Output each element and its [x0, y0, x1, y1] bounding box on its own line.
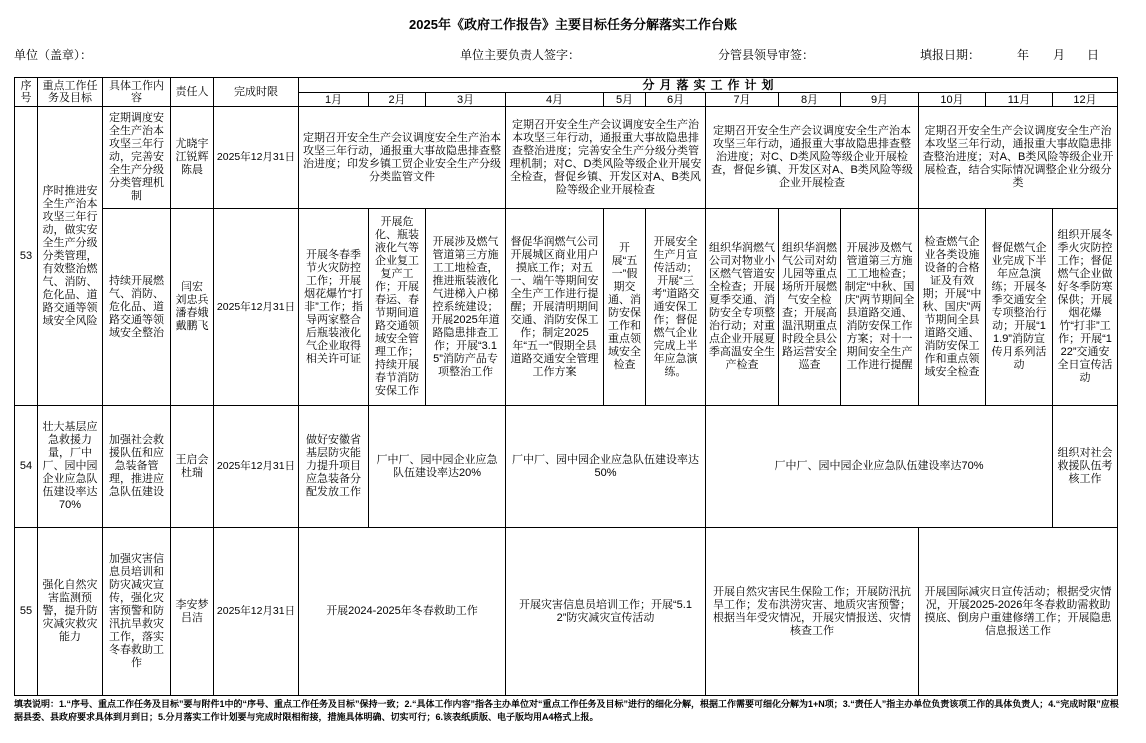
content-cell: 加强灾害信息员培训和防灾减灾宣传，强化灾害预警和防汛抗旱救灾工作，落实冬春救助工作 [103, 528, 171, 696]
responsible-person-name: 戴鹏飞 [175, 320, 209, 332]
content-cell: 加强社会救援队伍和应急装备管理，推进应急队伍建设 [103, 406, 171, 528]
responsible-person-name: 李安梦 [175, 598, 209, 611]
header-month-2: 2月 [369, 93, 426, 107]
seq-cell: 53 [15, 107, 38, 406]
header-seq: 序号 [15, 78, 38, 107]
plan-cell-month-4: 督促华润燃气公司开展城区商业用户摸底工作；对五一、端午等期间安全生产工作进行提醒；开展清明期间交通、消防安保工作；制定2025年“五一”假期全县道路交通安全管理工作方案 [506, 209, 604, 406]
plan-cell-month-7: 组织华润燃气公司对物业小区燃气管道安全检查；开展夏季交通、消防安全专项整治行动；对重点企业开展夏季高温安全生产检查 [706, 209, 779, 406]
header-row [15, 78, 1118, 93]
fill-date-month: 月 [1053, 48, 1066, 62]
table-row [15, 406, 1118, 528]
header-month-12: 12月 [1053, 93, 1118, 107]
plan-cell-month-6: 开展安全生产月宣传活动；开展“三考”道路交通安保工作；督促燃气企业完成上半年应急演练。 [646, 209, 706, 406]
header-month-5: 5月 [604, 93, 646, 107]
task-ledger-table [14, 77, 1118, 696]
header-month-9: 9月 [841, 93, 919, 107]
deadline-cell: 2025年12月31日 [214, 406, 299, 528]
document-title: 2025年《政府工作报告》主要目标任务分解落实工作台账 [409, 17, 737, 32]
deadline-cell: 2025年12月31日 [214, 209, 299, 406]
header-month-11: 11月 [986, 93, 1053, 107]
plan-cell-month-3: 开展涉及燃气管道第三方施工工地检查，推进瓶装液化气进梯入户梯控系统建设；开展2025年道路隐患排查工作；开展“3.15”消防产品专项整治工作 [426, 209, 506, 406]
plan-cell-month-1: 做好安徽省基层防灾能力提升项目应急装备分配发放工作 [299, 406, 369, 528]
plan-cell-months-7-9: 定期召开安全生产会议调度安全生产治本攻坚三年行动，通报重大事故隐患排查整治进度；对C、D类风险等级企业开展检查，督促乡镇、开发区对A、B类风险等级企业开展检查 [706, 107, 919, 209]
plan-cell-month-9: 开展涉及燃气管道第三方施工工地检查；制定“中秋、国庆”两节期间全县道路交通、消防安保工作方案；对十一期间安全生产工作进行提醒 [841, 209, 919, 406]
header-content: 具体工作内容 [103, 78, 171, 107]
plan-cell-months-7-9: 开展自然灾害民生保险工作；开展防汛抗旱工作；发布洪涝灾害、地质灾害预警；根据当年受灾情况，开展灾情报送、灾情核查工作 [706, 528, 919, 696]
responsible-person-name: 杜瑞 [181, 466, 203, 479]
responsible-person-name: 陈晨 [181, 164, 203, 176]
header-month-8: 8月 [779, 93, 841, 107]
responsible-person-name: 闫宏 [181, 281, 203, 293]
responsible-person-name: 江锐辉 [175, 151, 209, 163]
header-monthly-plan: 分月落实工作计划 [299, 78, 1118, 93]
county-leader-review-label: 分管县领导审签： [718, 48, 815, 62]
unit-stamp-label: 单位（盖章）： [14, 48, 93, 62]
person-cell [171, 107, 214, 209]
responsible-person-name: 刘忠兵 [175, 294, 209, 306]
table-header [15, 78, 1118, 107]
plan-cell-month-10: 检查燃气企业各类设施设备的合格证及有效期；开展“中秋、国庆”两节期间全县道路交通、消防安保工作和重点领域安全检查 [919, 209, 986, 406]
plan-cell-months-7-11: 厂中厂、园中园企业应急队伍建设率达70% [706, 406, 1053, 528]
person-cell [171, 406, 214, 528]
header-month-6: 6月 [646, 93, 706, 107]
seq-cell: 55 [15, 528, 38, 696]
fill-date-day: 日 [1087, 48, 1100, 62]
responsible-person-name: 潘春娥 [175, 307, 209, 319]
header-month-4: 4月 [506, 93, 604, 107]
task-cell: 序时推进安全生产治本攻坚三年行动，做实安全生产分级分类管理，有效整治燃气、消防、危化品、道路交通等领域安全风险 [38, 107, 103, 406]
plan-cell-months-10-12: 开展国际减灾日宣传活动；根据受灾情况，开展2025-2026年冬春救助需救助摸底、倒房户重建修缮工作；开展隐患信息报送工作 [919, 528, 1118, 696]
table-row [15, 209, 1118, 406]
header-person: 责任人 [171, 78, 214, 107]
unit-leader-signature-label: 单位主要负责人签字： [460, 48, 581, 62]
content-cell: 定期调度安全生产治本攻坚三年行动，完善安全生产分级分类管理机制 [103, 107, 171, 209]
responsible-person-name: 尤晓宇 [175, 138, 209, 150]
plan-cell-month-12: 组织开展冬季火灾防控工作；督促燃气企业做好冬季防寒保供；开展烟花爆竹“打非”工作；开展“122”交通安全日宣传活动 [1053, 209, 1118, 406]
plan-cell-months-4-6: 定期召开安全生产会议调度安全生产治本攻坚三年行动，通报重大事故隐患排查整治进度；完善安全生产分级分类管理机制；对C、D类风险等级企业开展安全检查，督促乡镇、开发区对A、B类风险等级企业开展检查 [506, 107, 706, 209]
deadline-cell: 2025年12月31日 [214, 528, 299, 696]
person-cell [171, 209, 214, 406]
table-row [15, 528, 1118, 696]
task-cell: 强化自然灾害监测预警，提升防灾减灾救灾能力 [38, 528, 103, 696]
header-month-10: 10月 [919, 93, 986, 107]
plan-cell-months-1-3: 开展2024-2025年冬春救助工作 [299, 528, 506, 696]
plan-cell-month-1: 开展冬春季节火灾防控工作；开展烟花爆竹“打非”工作；指导两家整合后瓶装液化气企业取得相关许可证 [299, 209, 369, 406]
table-body [15, 107, 1118, 696]
plan-cell-month-12: 组织对社会救援队伍考核工作 [1053, 406, 1118, 528]
responsible-person-name: 吕洁 [181, 611, 203, 624]
header-month-1: 1月 [299, 93, 369, 107]
fill-instructions-note: 填表说明：1.“序号、重点工作任务及目标”要与附件1中的“序号、重点工作任务及目标”保持一致；2.“具体工作内容”指各主办单位对“重点工作任务及目标”进行的细化分解，根据工作需要可细化分解为1+N项；3.“责任人”指主办单位负责该项工作的具体负责人；4.“完成时限”应根据县委、县政府要求具体到月到日；5.分月落实工作计划要与完成时限相衔接，措施具体明确、切实可行；6.该表纸质版、电子版均用A4格式上报。 [14, 699, 1119, 722]
plan-cell-months-4-6: 开展灾害信息员培训工作；开展“5.12”防灾减灾宣传活动 [506, 528, 706, 696]
plan-cell-months-4-6: 厂中厂、园中园企业应急队伍建设率达50% [506, 406, 706, 528]
header-task: 重点工作任务及目标 [38, 78, 103, 107]
plan-cell-month-2: 开展危化、瓶装液化气等企业复工复产工作；开展春运、春节期间道路交通领域安全管理工作；持续开展春节消防安保工作 [369, 209, 426, 406]
header-month-7: 7月 [706, 93, 779, 107]
seq-cell: 54 [15, 406, 38, 528]
fill-date-label: 填报日期： [920, 48, 981, 62]
plan-cell-months-10-12: 定期召开安全生产会议调度安全生产治本攻坚三年行动，通报重大事故隐患排查整治进度；对A、B类风险等级企业开展检查，结合实际情况调整企业分级分类 [919, 107, 1118, 209]
plan-cell-months-1-3: 定期召开安全生产会议调度安全生产治本攻坚三年行动，通报重大事故隐患排查整治进度；印发乡镇工贸企业安全生产分级分类监管文件 [299, 107, 506, 209]
header-month-3: 3月 [426, 93, 506, 107]
plan-cell-month-11: 督促燃气企业完成下半年应急演练；开展冬季交通安全专项整治行动；开展“11.9”消防宣传月系列活动 [986, 209, 1053, 406]
responsible-person-name: 王启会 [175, 453, 209, 466]
header-deadline: 完成时限 [214, 78, 299, 107]
fill-date-year: 年 [1017, 48, 1030, 62]
deadline-cell: 2025年12月31日 [214, 107, 299, 209]
plan-cell-months-2-3: 厂中厂、园中园企业应急队伍建设率达20% [369, 406, 506, 528]
table-row [15, 107, 1118, 209]
plan-cell-month-5: 开展“五一”假期交通、消防安保工作和重点领域安全检查 [604, 209, 646, 406]
person-cell [171, 528, 214, 696]
content-cell: 持续开展燃气、消防、危化品、道路交通等领域安全整治 [103, 209, 171, 406]
task-cell: 壮大基层应急救援力量，厂中厂、园中园企业应急队伍建设率达70% [38, 406, 103, 528]
plan-cell-month-8: 组织华润燃气公司对幼儿园等重点场所开展燃气安全检查；开展高温汛期重点时段全县公路运营安全巡查 [779, 209, 841, 406]
